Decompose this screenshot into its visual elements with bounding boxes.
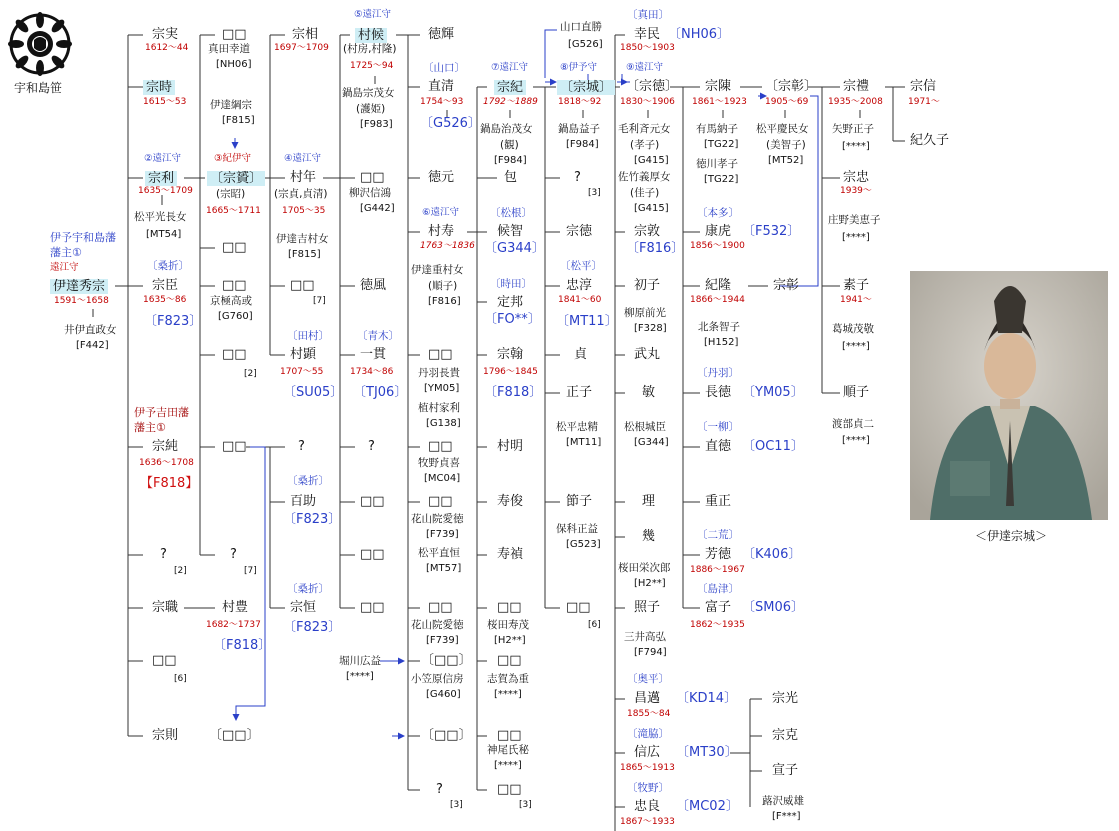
person-unnamed[interactable]: □□ (222, 278, 247, 293)
person-muneaki[interactable]: 〔宗彰〕 (765, 79, 818, 94)
family-label: 〔山口〕 (423, 62, 465, 74)
cross-ref-code[interactable]: 〔YM05〕 (742, 385, 804, 400)
title-label: ⑧伊予守 (560, 62, 598, 73)
spouse-label: 井伊直政女 (64, 324, 117, 336)
cross-ref-code[interactable]: 〔SU05〕 (283, 385, 344, 400)
person-unnamed[interactable]: 〔□□〕 (209, 728, 260, 743)
cross-ref-code[interactable]: 〔TJ06〕 (353, 385, 408, 400)
family-label: 〔島津〕 (697, 583, 739, 595)
spouse-label: 松根城臣 (624, 421, 666, 433)
family-label: 〔桑折〕 (147, 260, 189, 272)
spouse-code: [F984] (494, 155, 527, 166)
spouse-label: 三井高弘 (624, 631, 666, 643)
person-sadakuni[interactable]: 定邦 (497, 295, 524, 310)
person-yasutora[interactable]: 康虎 (705, 224, 732, 239)
spouse-code: [H152] (704, 337, 739, 348)
spouse-code: [MT11] (566, 437, 602, 448)
portrait-image (910, 271, 1108, 520)
years-label: 1754～93 (420, 97, 464, 107)
person-unnamed[interactable]: □□ (497, 653, 522, 668)
spouse-code: [F442] (76, 340, 109, 351)
person-naonori[interactable]: 直徳 (705, 439, 732, 454)
person-munezane[interactable]: 宗実 (152, 27, 179, 42)
person-ri[interactable]: 理 (642, 494, 656, 509)
spouse-code: [F983] (360, 119, 393, 130)
cross-ref-code[interactable]: 〔F816〕 (626, 241, 685, 256)
cross-ref-code[interactable]: 〔OC11〕 (742, 439, 804, 454)
spouse-label: 神尾氏秘 (487, 744, 529, 756)
spouse-code: [G344] (634, 437, 669, 448)
years-label: 1734～86 (350, 367, 394, 377)
cross-ref-code[interactable]: 〔MT30〕 (676, 745, 738, 760)
spouse-code: [G760] (218, 311, 253, 322)
person-munemoto[interactable]: 宗職 (152, 600, 179, 615)
person-nagatoku[interactable]: 長徳 (705, 385, 732, 400)
person-unnamed[interactable]: □□ (290, 278, 315, 293)
years-label: 1939～ (840, 186, 872, 196)
note-label: [7] (313, 296, 326, 306)
person-unnamed[interactable]: □□ (360, 170, 385, 185)
spouse-code: [F739] (426, 635, 459, 646)
spouse-code: [F816] (428, 296, 461, 307)
bamboo-crest-icon (8, 12, 72, 76)
spouse-code: [****] (346, 671, 374, 682)
note-label: [6] (174, 674, 187, 684)
spouse-label: 有馬納子 (696, 123, 738, 135)
person-munenori[interactable]: 宗禮 (843, 79, 870, 94)
cross-ref-code[interactable]: 〔K406〕 (742, 547, 802, 562)
years-label: 1705～35 (282, 206, 326, 216)
spouse-label: 松平直恒 (418, 547, 460, 559)
person-munenori[interactable]: 宗徳 (566, 224, 593, 239)
spouse-code: [F739] (426, 529, 459, 540)
years-label: 1725～94 (350, 61, 394, 71)
family-label: 〔滝脇〕 (627, 728, 669, 740)
person-muneatsu[interactable]: 宗敦 (634, 224, 661, 239)
family-label: 〔丹羽〕 (697, 367, 739, 379)
years-label: 1682～1737 (206, 620, 261, 630)
person-setsuko[interactable]: 節子 (566, 494, 593, 509)
person-nobuko[interactable]: 宣子 (772, 763, 799, 778)
spouse-code: [****] (494, 689, 522, 700)
spouse-label: 鍋島治茂女 (480, 123, 533, 135)
person-date-hidemune[interactable]: 伊達秀宗 (50, 279, 108, 294)
portrait-caption: ＜伊達宗城＞ (975, 529, 1048, 543)
spouse-label: 伊達重村女 (411, 264, 464, 276)
years-label: 1591～1658 (54, 296, 109, 306)
cross-ref-code[interactable]: 〔F532〕 (742, 224, 801, 239)
person-muraaki[interactable]: 村顕 (290, 347, 317, 362)
spouse-alias: (護姫) (356, 103, 386, 115)
person-munenari[interactable]: 〔宗城〕 (557, 80, 615, 95)
spouse-code: [NH06] (216, 59, 252, 70)
spouse-label: 山口直勝 (560, 21, 602, 33)
spouse-code: [MT57] (426, 563, 462, 574)
person-motoko[interactable]: 素子 (843, 278, 870, 293)
family-label: 〔青木〕 (357, 330, 399, 342)
years-label: 1636～1708 (139, 458, 194, 468)
title-label: ⑤遠江守 (354, 9, 392, 20)
spouse-label: 保科正益 (556, 523, 598, 535)
years-label: 1935～2008 (828, 97, 883, 107)
title-label: ④遠江守 (284, 153, 322, 164)
person-unknown[interactable]: ? (298, 439, 305, 454)
person-unnamed[interactable]: □□ (428, 439, 453, 454)
person-tomiko[interactable]: 富子 (705, 600, 732, 615)
spouse-label: 桜田栄次郎 (618, 562, 671, 574)
person-unnamed[interactable]: □□ (152, 653, 177, 668)
spouse-code: [F984] (566, 139, 599, 150)
years-label: 1792～1889 (483, 97, 538, 107)
person-muneaki2[interactable]: 宗彰 (773, 278, 800, 293)
spouse-code: [YM05] (424, 383, 460, 394)
spouse-code: [F***] (772, 811, 801, 822)
person-munesuke[interactable]: 宗相 (292, 27, 319, 42)
person-unnamed[interactable]: □□ (222, 439, 247, 454)
title-label: ②遠江守 (144, 153, 182, 164)
spouse-code: [TG22] (704, 139, 739, 150)
person-muratoshi[interactable]: 村年 (290, 170, 317, 185)
spouse-code: [****] (842, 341, 870, 352)
years-label: 1612～44 (145, 43, 189, 53)
note-label: [6] (588, 620, 601, 630)
spouse-code: [G415] (634, 203, 669, 214)
person-tokufu[interactable]: 徳風 (360, 278, 387, 293)
person-toshitoshi[interactable]: 寿俊 (497, 494, 524, 509)
person-unnamed[interactable]: □□ (428, 600, 453, 615)
person-unnamed[interactable]: □□ (497, 782, 522, 797)
cross-ref-code[interactable]: 〔NH06〕 (668, 27, 731, 42)
spouse-code: [F815] (288, 249, 321, 260)
person-tokugen[interactable]: 徳元 (428, 170, 455, 185)
person-teruko[interactable]: 照子 (634, 600, 661, 615)
person-munenori[interactable]: 〔宗徳〕 (626, 79, 679, 94)
years-label: 1615～53 (143, 97, 187, 107)
spouse-label: 牧野貞喜 (418, 457, 460, 469)
spouse-code: [G442] (360, 203, 395, 214)
person-unnamed[interactable]: □□ (360, 547, 385, 562)
person-unknown[interactable]: ? (160, 547, 167, 562)
family-label: 〔田村〕 (287, 330, 329, 342)
person-unknown[interactable]: ? (574, 170, 581, 185)
alias-label: (宗昭) (216, 188, 246, 200)
person-munetoki[interactable]: 宗時 (143, 80, 175, 95)
person-munetada[interactable]: 宗忠 (843, 170, 870, 185)
person-iku[interactable]: 幾 (642, 529, 656, 544)
person-tadaatsu[interactable]: 忠淳 (566, 278, 593, 293)
person-unnamed[interactable]: □□ (566, 600, 591, 615)
remark-domain: 伊予宇和島藩 (50, 231, 116, 244)
spouse-label: 徳川孝子 (696, 158, 738, 170)
spouse-label: 北条智子 (698, 321, 740, 333)
person-unknown[interactable]: ? (230, 547, 237, 562)
spouse-code: [G460] (426, 689, 461, 700)
spouse-code: [TG22] (704, 174, 739, 185)
cross-ref-code[interactable]: 〔SM06〕 (742, 600, 805, 615)
person-munetoshi[interactable]: 宗利 (145, 171, 177, 186)
years-label: 1856～1900 (690, 241, 745, 251)
cross-ref-code[interactable]: 〔MT11〕 (556, 314, 618, 329)
spouse-label: 小笠原信房 (411, 673, 464, 685)
alias-label: (村房,村隆) (343, 43, 397, 55)
years-label: 1941～ (840, 295, 872, 305)
person-unnamed[interactable]: □□ (428, 347, 453, 362)
note-label: [7] (244, 566, 257, 576)
spouse-label: 松平慶民女 (756, 123, 809, 135)
spouse-code: [H2**] (634, 578, 666, 589)
spouse-code: [MT52] (768, 155, 804, 166)
years-label: 1905～69 (765, 97, 809, 107)
person-munetomi[interactable]: 宗臣 (152, 278, 179, 293)
years-label: 1886～1967 (690, 565, 745, 575)
person-munemoto[interactable]: 宗翰 (497, 347, 524, 362)
years-label: 1850～1903 (620, 43, 675, 53)
person-kanemaru[interactable]: 包 (504, 170, 518, 185)
title-label: ⑦遠江守 (491, 62, 529, 73)
person-unnamed[interactable]: 〔□□〕 (421, 728, 472, 743)
cross-ref-code[interactable]: 〔FO**〕 (484, 312, 541, 327)
family-label: 〔奥平〕 (627, 673, 669, 685)
spouse-label: 植村家利 (418, 402, 460, 414)
person-munetsune[interactable]: 宗恒 (290, 600, 317, 615)
person-nobuhiro[interactable]: 信広 (634, 745, 661, 760)
spouse-label: 柳原前光 (624, 307, 666, 319)
person-tokuki[interactable]: 徳輝 (428, 27, 455, 42)
spouse-label: 堀川広益 (339, 655, 381, 667)
person-momosuke[interactable]: 百助 (290, 494, 317, 509)
years-label: 1861～1923 (692, 97, 747, 107)
cross-ref-code[interactable]: 〔G344〕 (484, 241, 545, 256)
person-munenobu[interactable]: 宗陳 (705, 79, 732, 94)
note-label: [3] (519, 800, 532, 810)
person-unnamed[interactable]: □□ (497, 600, 522, 615)
cross-ref-code[interactable]: 〔MC02〕 (676, 799, 739, 814)
spouse-label: 柳沢信鴻 (349, 187, 391, 199)
spouse-label: 庄野美恵子 (828, 214, 881, 226)
cross-ref-code[interactable]: 〔F823〕 (283, 620, 342, 635)
person-muratoki[interactable]: 村候 (355, 28, 387, 43)
person-muraaki[interactable]: 村明 (497, 439, 524, 454)
spouse-label: 毛利斉元女 (618, 123, 671, 135)
person-sorochi[interactable]: 候智 (497, 224, 524, 239)
remark-domain: 伊予吉田藩 (134, 406, 189, 419)
note-label: [2] (244, 369, 257, 379)
title-label: ③紀伊守 (214, 153, 252, 164)
person-unnamed[interactable]: □□ (360, 600, 385, 615)
family-label: 〔桑折〕 (287, 583, 329, 595)
years-label: 1867～1933 (620, 817, 675, 827)
years-label: 1635～1709 (138, 186, 193, 196)
spouse-label: 松平光長女 (134, 211, 187, 223)
person-munetada[interactable]: 〔宗贇〕 (207, 171, 265, 186)
spouse-code: [G415] (634, 155, 669, 166)
years-label: 1763～1836 (420, 241, 475, 251)
spouse-code: [****] (842, 435, 870, 446)
note-label: [3] (450, 800, 463, 810)
person-unnamed[interactable]: □□ (222, 347, 247, 362)
person-toshiyoshi[interactable]: 寿禎 (497, 547, 524, 562)
title-label: 遠江守 (50, 262, 79, 273)
note-label: [2] (174, 566, 187, 576)
person-munezumi[interactable]: 宗純 (152, 439, 179, 454)
person-tadayoshi[interactable]: 忠良 (634, 799, 661, 814)
years-label: 1796～1845 (483, 367, 538, 377)
spouse-code: [****] (842, 232, 870, 243)
spouse-code: [H2**] (494, 635, 526, 646)
years-label: 1862～1935 (690, 620, 745, 630)
spouse-label: 真田幸道 (208, 43, 250, 55)
spouse-label: 蕗沢威雄 (762, 795, 804, 807)
spouse-label: 志賀為重 (487, 673, 529, 685)
spouse-label: 桜田寿茂 (487, 619, 529, 631)
spouse-label: 京極高或 (210, 295, 252, 307)
spouse-label: 伊達綱宗 (210, 99, 252, 111)
spouse-label: 鍋島宗茂女 (342, 87, 395, 99)
cross-ref-code[interactable]: 〔F823〕 (283, 512, 342, 527)
spouse-code: [F815] (222, 115, 255, 126)
spouse-code: [****] (494, 760, 522, 771)
cross-ref-code[interactable]: 〔F818〕 (213, 638, 272, 653)
person-yukitami[interactable]: 幸民 (634, 27, 661, 42)
family-label: 〔真田〕 (627, 9, 669, 21)
crest-caption: 宇和島笹 (14, 81, 63, 95)
years-label: 1866～1944 (690, 295, 745, 305)
cross-ref-code[interactable]: 〔G526〕 (420, 116, 481, 131)
years-label: 1818～92 (558, 97, 602, 107)
person-bin[interactable]: 敏 (642, 385, 656, 400)
cross-ref-code[interactable]: 〔F823〕 (144, 314, 203, 329)
cross-ref-code[interactable]: 〔F818〕 (484, 385, 543, 400)
spouse-alias: (順子) (428, 280, 458, 292)
person-takemaru[interactable]: 武丸 (634, 347, 661, 362)
person-unnamed[interactable]: □□ (360, 494, 385, 509)
spouse-label: 渡部貞二 (832, 418, 874, 430)
spouse-label: 花山院愛徳 (411, 513, 464, 525)
person-munemitsu[interactable]: 宗光 (772, 691, 799, 706)
spouse-alias: (美智子) (766, 139, 806, 151)
family-label: 〔本多〕 (697, 207, 739, 219)
spouse-code: [G526] (568, 39, 603, 50)
person-ikkan[interactable]: 一貫 (360, 347, 387, 362)
person-tei[interactable]: 貞 (574, 347, 588, 362)
family-label: 〔桑折〕 (287, 475, 329, 487)
person-muratoyo[interactable]: 村豊 (222, 600, 249, 615)
person-murakotobuki[interactable]: 村寿 (428, 224, 455, 239)
person-unknown[interactable]: ? (368, 439, 375, 454)
family-label: 〔二荒〕 (697, 529, 739, 541)
spouse-label: 矢野正子 (832, 123, 874, 135)
years-label: 1707～55 (280, 367, 324, 377)
person-munenobu[interactable]: 宗信 (910, 79, 937, 94)
years-label: 1665～1711 (206, 206, 261, 216)
person-unnamed[interactable]: □□ (497, 728, 522, 743)
family-label: 〔牧野〕 (627, 782, 669, 794)
person-masako[interactable]: 正子 (566, 385, 593, 400)
years-label: 1697～1709 (274, 43, 329, 53)
person-shigemasa[interactable]: 重正 (705, 494, 732, 509)
person-junko[interactable]: 順子 (843, 385, 870, 400)
person-munekatsu[interactable]: 宗克 (772, 728, 799, 743)
person-hatsuko[interactable]: 初子 (634, 278, 661, 293)
note-label: [3] (588, 188, 601, 198)
years-label: 1865～1913 (620, 763, 675, 773)
title-label: ⑨遠江守 (626, 62, 664, 73)
spouse-code: [MT54] (146, 229, 182, 240)
family-label: 〔松根〕 (490, 207, 532, 219)
cross-ref-code[interactable]: 【F818】 (140, 476, 199, 491)
spouse-label: 伊達吉村女 (276, 233, 329, 245)
person-yoshinori[interactable]: 芳徳 (705, 547, 732, 562)
person-naokiyo[interactable]: 直清 (428, 79, 455, 94)
years-label: 1971～ (908, 97, 940, 107)
years-label: 1635～86 (143, 295, 187, 305)
title-label: ⑥遠江守 (422, 207, 460, 218)
family-label: 〔松平〕 (560, 260, 602, 272)
alias-label: (宗貞,貞清) (274, 188, 328, 200)
family-label: 〔時田〕 (490, 278, 532, 290)
spouse-code: [MC04] (424, 473, 461, 484)
remark-lord: 藩主① (50, 246, 82, 259)
family-label: 〔一柳〕 (697, 421, 739, 433)
person-munenori[interactable]: 宗則 (152, 728, 179, 743)
spouse-label: 鍋島益子 (558, 123, 600, 135)
years-label: 1830～1906 (620, 97, 675, 107)
person-masayuki[interactable]: 昌邁 (634, 691, 661, 706)
person-unnamed[interactable]: □□ (428, 494, 453, 509)
person-noritaka[interactable]: 紀隆 (705, 278, 732, 293)
spouse-label: 丹羽長貴 (418, 367, 460, 379)
person-unknown[interactable]: ? (436, 782, 443, 797)
spouse-alias: (孝子) (630, 139, 660, 151)
spouse-label: 佐竹義厚女 (618, 171, 671, 183)
cross-ref-code[interactable]: 〔KD14〕 (676, 691, 738, 706)
person-munetada[interactable]: 宗紀 (494, 80, 526, 95)
spouse-label: 花山院愛徳 (411, 619, 464, 631)
person-unnamed[interactable]: 〔□□〕 (421, 653, 472, 668)
spouse-code: [F794] (634, 647, 667, 658)
spouse-code: [G138] (426, 418, 461, 429)
spouse-code: [****] (842, 141, 870, 152)
spouse-alias: (佳子) (630, 187, 660, 199)
years-label: 1841～60 (558, 295, 602, 305)
spouse-label: 葛城茂敬 (832, 323, 874, 335)
person-unnamed[interactable]: □□ (222, 240, 247, 255)
person-unnamed[interactable]: □□ (222, 27, 247, 42)
person-noriko[interactable]: 紀久子 (910, 133, 950, 148)
spouse-label: 松平忠精 (556, 421, 598, 433)
spouse-code: [F328] (634, 323, 667, 334)
spouse-alias: (観) (500, 139, 519, 151)
remark-lord: 藩主① (134, 421, 166, 434)
spouse-code: [G523] (566, 539, 601, 550)
years-label: 1855～84 (627, 709, 671, 719)
